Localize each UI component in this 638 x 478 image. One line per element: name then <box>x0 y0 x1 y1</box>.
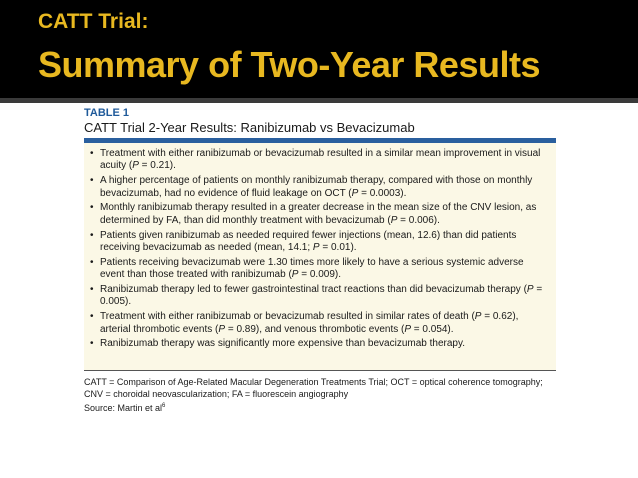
bullet-icon: • <box>90 256 94 268</box>
p-value-symbol: P <box>312 242 320 254</box>
result-text: = 0.89), and venous thrombotic events ( <box>225 323 405 335</box>
table-footnote: CATT = Comparison of Age-Related Macular Degeneration Treatments Trial; OCT = optical coherence tomography; CNV = choroidal neovascularization; FA = fluorescein angiography <box>84 377 543 399</box>
source-reference: 6 <box>162 403 166 409</box>
result-item <box>84 202 550 227</box>
table-label: TABLE 1 <box>84 107 130 119</box>
slide-title-line1: CATT Trial: <box>38 10 149 33</box>
result-text: Patients receiving bevacizumab were 1.30 times more likely to have a serious systemic adverse event than those treated with ranibizumab ( <box>100 256 524 281</box>
result-text: Patients given ranibizumab as needed required fewer injections (mean, 12.6) than did patients receiving bevacizumab as needed (mean, 14.1; <box>100 229 517 254</box>
p-value-symbol: P <box>474 311 482 323</box>
result-text: A higher percentage of patients on monthly ranibizumab therapy, compared with those on monthly bevacizumab, had no evidence of fluid leakage on OCT ( <box>100 175 533 199</box>
result-text: = 0.62), arterial thrombotic events ( <box>100 311 519 335</box>
result-text: = 0.006). <box>397 214 440 226</box>
result-text: = 0.21). <box>138 160 176 172</box>
result-text: Treatment with either ranibizumab or bevacizumab resulted in similar rates of death ( <box>100 311 475 323</box>
result-item <box>84 311 550 336</box>
bullet-icon: • <box>90 311 94 323</box>
result-item <box>84 175 550 200</box>
bullet-icon: • <box>90 284 94 296</box>
result-item <box>84 257 550 282</box>
result-item <box>84 284 550 309</box>
p-value-symbol: P <box>218 323 226 335</box>
result-text: Treatment with either ranibizumab or bevacizumab resulted in a similar mean improvement in visual acuity ( <box>100 148 541 172</box>
result-text: = 0.005). <box>100 284 543 308</box>
result-item <box>84 338 550 350</box>
p-value-symbol: P <box>404 323 412 335</box>
bullet-icon: • <box>90 338 94 350</box>
results-list <box>84 148 550 353</box>
result-text: Ranibizumab therapy led to fewer gastrointestinal tract reactions than did bevacizumab therapy ( <box>100 284 527 296</box>
header-divider <box>0 98 638 103</box>
result-text: Ranibizumab therapy was significantly more expensive than bevacizumab therapy. <box>100 338 466 350</box>
result-text: = 0.054). <box>411 323 454 335</box>
result-text: Monthly ranibizumab therapy resulted in a greater decrease in the mean size of the CNV lesion, as determined by FA, than did monthly treatment with bevacizumab ( <box>100 202 537 226</box>
table-bottom-rule <box>84 370 556 371</box>
result-item <box>84 230 550 255</box>
result-text: = 0.0003). <box>358 187 407 199</box>
bullet-icon: • <box>90 175 94 187</box>
source-text: Source: Martin et al <box>84 403 163 413</box>
p-value-symbol: P <box>390 214 398 226</box>
slide-title-line2: Summary of Two-Year Results <box>38 44 540 85</box>
bullet-icon: • <box>90 202 94 214</box>
table-source <box>84 403 165 413</box>
bullet-icon: • <box>90 229 94 241</box>
p-value-symbol: P <box>526 284 534 296</box>
result-item <box>84 148 550 173</box>
slide-header <box>0 0 638 98</box>
result-text: = 0.01). <box>319 242 357 254</box>
p-value-symbol: P <box>291 269 299 281</box>
p-value-symbol: P <box>351 187 359 199</box>
result-text: = 0.009). <box>298 269 341 281</box>
p-value-symbol: P <box>132 160 139 172</box>
table-title: CATT Trial 2-Year Results: Ranibizumab vs Bevacizumab <box>84 120 415 135</box>
bullet-icon: • <box>90 148 94 159</box>
